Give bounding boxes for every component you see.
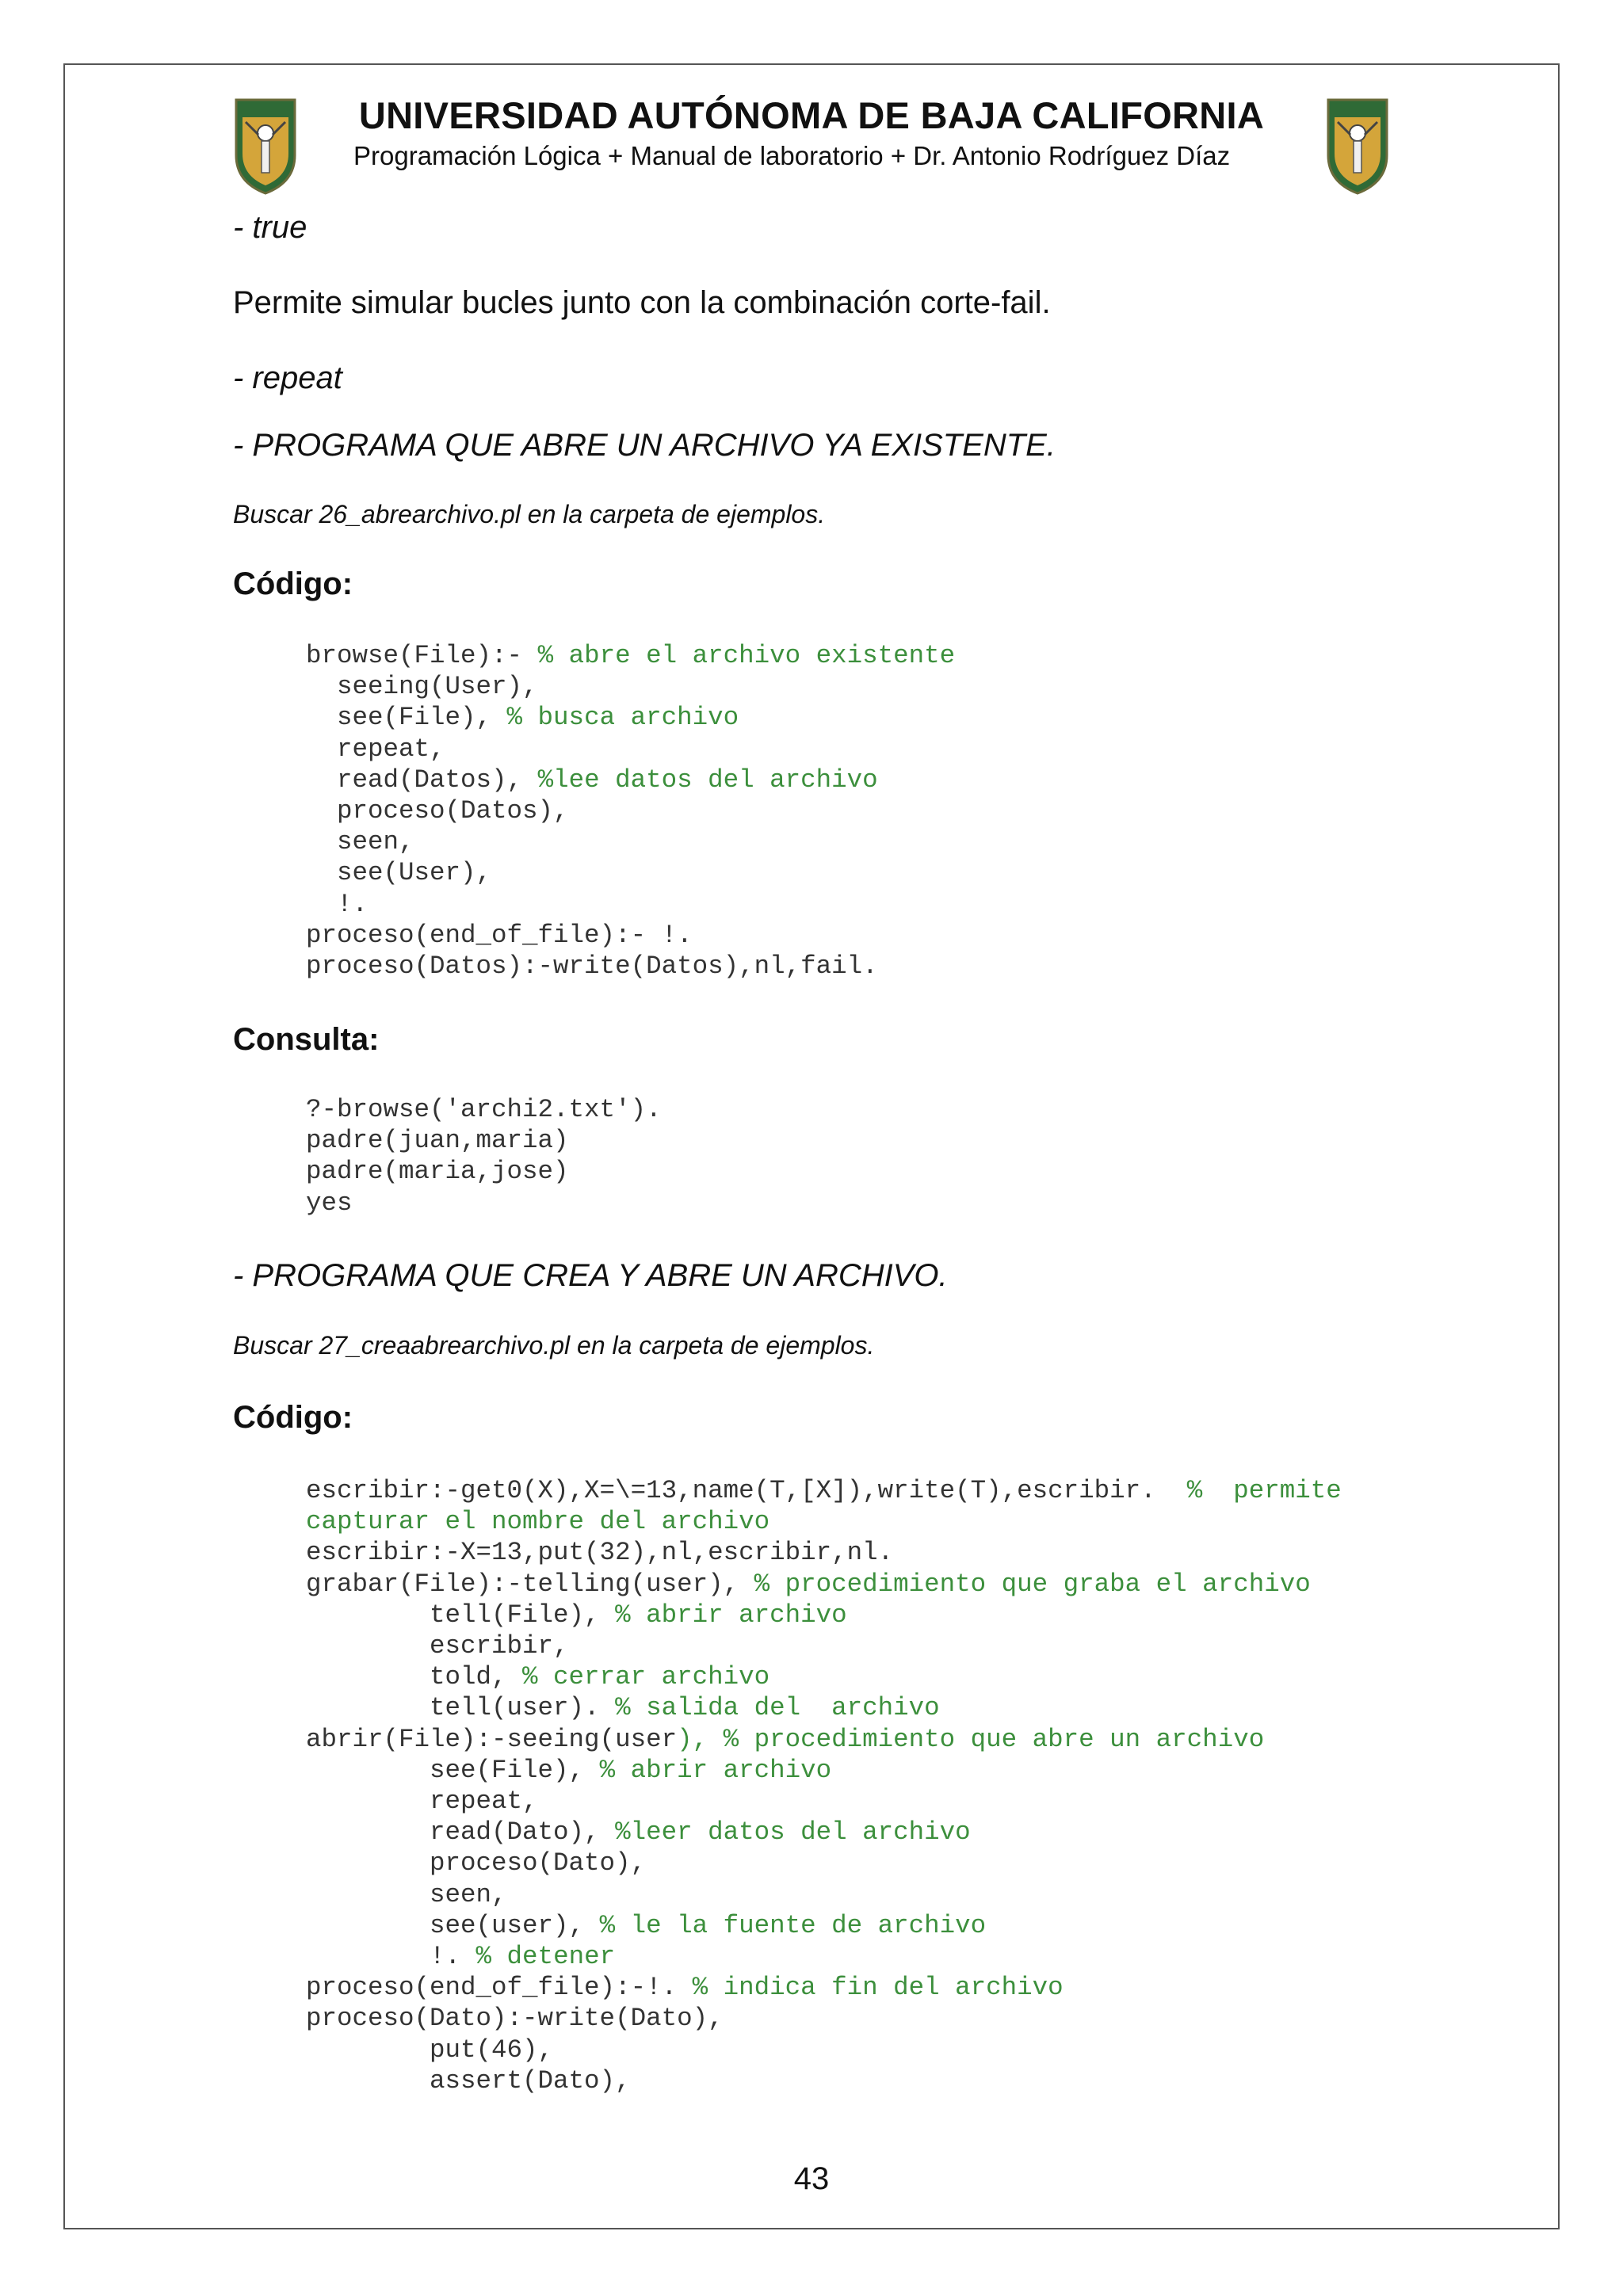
code-line — [306, 1910, 1342, 1941]
code-line — [306, 671, 955, 702]
true-item: - true — [233, 210, 307, 245]
code-comment: capturar el nombre del archivo — [306, 1507, 770, 1537]
code-text: see(File), — [306, 703, 507, 733]
code-text: proceso(end_of_file):- !. — [306, 920, 693, 950]
code-text: tell(user). — [306, 1693, 616, 1723]
code-text: !. — [306, 1942, 476, 1972]
code-block-consulta — [306, 1094, 662, 1219]
code-line — [306, 1600, 1342, 1630]
code-line — [306, 951, 955, 982]
code-line — [306, 1724, 1342, 1755]
code-line — [306, 1879, 1342, 1910]
code-line — [306, 765, 955, 795]
code-text: seen, — [306, 827, 414, 857]
code-text: see(User), — [306, 858, 492, 888]
code-line — [306, 1755, 1342, 1786]
code-line — [306, 1537, 1342, 1568]
code-comment: % abre el archivo existente — [537, 641, 956, 670]
code-comment: % detener — [475, 1942, 616, 1972]
code-text: proceso(Datos):-write(Datos),nl,fail. — [306, 952, 878, 982]
code-text: told, — [306, 1662, 523, 1692]
code-comment: % permite — [1186, 1476, 1342, 1505]
consulta-heading: Consulta: — [233, 1022, 380, 1057]
code-line — [306, 1692, 1342, 1723]
code-text: padre(maria,jose) — [306, 1157, 569, 1187]
code-text: read(Datos), — [306, 765, 538, 795]
university-title: UNIVERSIDAD AUTÓNOMA DE BAJA CALIFORNIA — [358, 94, 1265, 136]
code-line — [306, 1125, 662, 1156]
code-text: read(Dato), — [306, 1817, 616, 1848]
code-text: ?-browse('archi2.txt'). — [306, 1095, 662, 1124]
code-line — [306, 1941, 1342, 1972]
code-text: browse(File):- — [306, 641, 538, 670]
code-comment: %lee datos del archivo — [537, 765, 878, 795]
code-comment: % procedimiento que graba el archivo — [754, 1569, 1311, 1599]
code-line — [306, 1475, 1342, 1506]
code-comment: % busca archivo — [506, 703, 739, 733]
code-line — [306, 1972, 1342, 2003]
code-line — [306, 889, 955, 920]
code-comment: ), % procedimiento que abre un archivo — [677, 1724, 1265, 1754]
code-text: escribir, — [306, 1631, 569, 1661]
code-line — [306, 2065, 1342, 2096]
code-comment: % abrir archivo — [599, 1755, 832, 1785]
section1-title: - PROGRAMA QUE ABRE UN ARCHIVO YA EXISTENTE. — [233, 428, 1056, 463]
code-comment: % abrir archivo — [615, 1600, 847, 1630]
code-line — [306, 857, 955, 888]
code-text: !. — [306, 889, 369, 919]
code-comment: %leer datos del archivo — [615, 1817, 971, 1848]
code-line — [306, 920, 955, 951]
code-text: assert(Dato), — [306, 2065, 631, 2096]
code-line — [306, 795, 955, 826]
code-text: escribir:-get0(X),X=\=13,name(T,[X]),write(T),escribir. — [306, 1476, 1187, 1505]
code-text: see(File), — [306, 1755, 600, 1785]
loop-description: Permite simular bucles junto con la combinación corte-fail. — [233, 285, 1051, 320]
section2-hint: Buscar 27_creaabrearchivo.pl en la carpeta de ejemplos. — [233, 1331, 875, 1360]
code-comment: % cerrar archivo — [522, 1662, 770, 1692]
code-comment: % salida del archivo — [615, 1693, 940, 1723]
code-line — [306, 734, 955, 765]
code-line — [306, 640, 955, 671]
code-text: put(46), — [306, 2035, 554, 2065]
code-line — [306, 2003, 1342, 2034]
code-line — [306, 1569, 1342, 1600]
code-line — [306, 1630, 1342, 1661]
codigo-heading-1: Código: — [233, 566, 353, 601]
code-text: proceso(end_of_file):-!. — [306, 1973, 693, 2003]
code-text: seeing(User), — [306, 672, 538, 702]
code-block-browse — [306, 640, 955, 982]
code-line — [306, 1188, 662, 1219]
code-text: grabar(File):-telling(user), — [306, 1569, 754, 1599]
code-text: escribir:-X=13,put(32),nl,escribir,nl. — [306, 1538, 894, 1568]
code-line — [306, 1094, 662, 1125]
code-line — [306, 1506, 1342, 1537]
code-line — [306, 1786, 1342, 1817]
code-text: proceso(Dato), — [306, 1848, 647, 1878]
code-text: padre(juan,maria) — [306, 1126, 569, 1156]
code-comment: % indica fin del archivo — [692, 1973, 1064, 2003]
section2-title: - PROGRAMA QUE CREA Y ABRE UN ARCHIVO. — [233, 1258, 948, 1293]
code-line — [306, 1848, 1342, 1878]
code-comment: % le la fuente de archivo — [599, 1910, 987, 1940]
codigo-heading-2: Código: — [233, 1400, 353, 1435]
code-text: proceso(Datos), — [306, 796, 569, 826]
code-text: seen, — [306, 1879, 507, 1909]
code-text: yes — [306, 1188, 353, 1218]
page-number: 43 — [793, 2161, 830, 2196]
course-subtitle: Programación Lógica + Manual de laboratorio + Dr. Antonio Rodríguez Díaz — [353, 141, 1231, 170]
code-block-archivo — [306, 1475, 1342, 2096]
code-text: proceso(Dato):-write(Dato), — [306, 2004, 724, 2034]
code-line — [306, 1661, 1342, 1692]
code-line — [306, 1817, 1342, 1848]
code-line — [306, 702, 955, 733]
code-line — [306, 1156, 662, 1187]
code-text: abrir(File):-seeing(user — [306, 1724, 678, 1754]
code-line — [306, 2035, 1342, 2065]
code-text: repeat, — [306, 734, 445, 764]
code-text: see(user), — [306, 1910, 600, 1940]
repeat-item: - repeat — [233, 360, 342, 395]
code-text: tell(File), — [306, 1600, 616, 1630]
section1-hint: Buscar 26_abrearchivo.pl en la carpeta de ejemplos. — [233, 500, 826, 528]
code-text: repeat, — [306, 1787, 538, 1817]
code-line — [306, 826, 955, 857]
